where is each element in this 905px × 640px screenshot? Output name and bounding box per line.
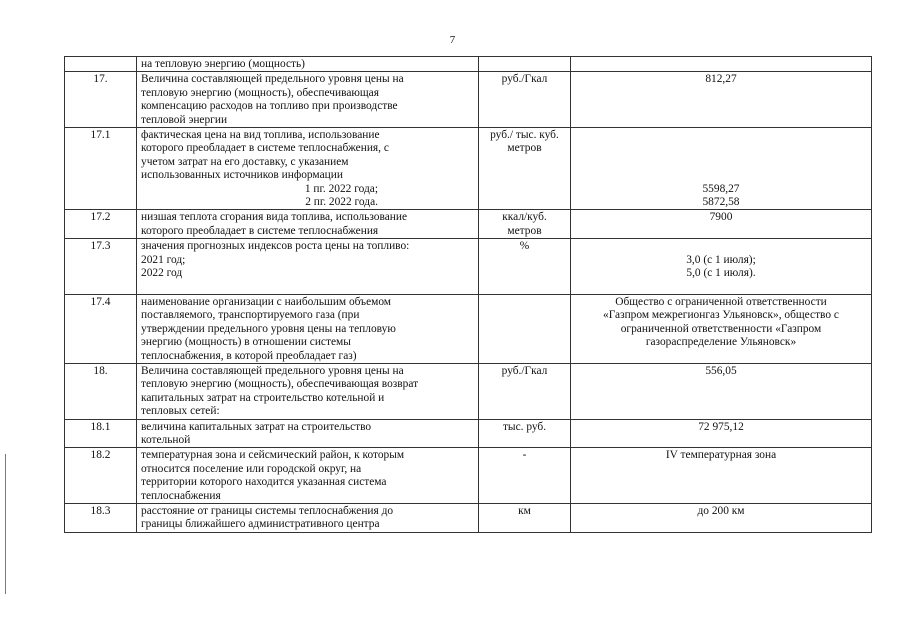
table-row [65, 503, 872, 532]
row-unit [479, 239, 571, 295]
row-unit [479, 503, 571, 532]
row-unit [479, 72, 571, 128]
table-row [65, 128, 872, 210]
row-number [65, 57, 137, 72]
description-line: относится поселение или городской округ, на [141, 462, 362, 475]
description-line: теплоснабжения, в которой преобладает газ) [141, 349, 357, 362]
tariff-parameters-table [64, 56, 872, 533]
description-line: котельной [141, 433, 191, 446]
table-row [65, 419, 872, 448]
row-number: 18.3 [65, 503, 137, 532]
row-number: 17. [65, 72, 137, 128]
value-line: IV температурная зона [665, 449, 777, 462]
row-description [137, 239, 479, 295]
row-number: 17.2 [65, 210, 137, 239]
description-line: фактическая цена на вид топлива, использование [141, 129, 380, 142]
unit-line: % [519, 240, 530, 253]
description-line: капитальных затрат на строительство котельной и [141, 391, 385, 404]
description-line: тепловую энергию (мощность), обеспечивающая возврат [141, 378, 419, 391]
row-value [571, 72, 872, 128]
unit-line: руб./ тыс. куб. [490, 129, 559, 142]
row-description [137, 448, 479, 504]
row-description [137, 72, 479, 128]
row-number: 17.3 [65, 239, 137, 295]
description-line: которого преобладает в системе теплоснабжения [141, 224, 379, 237]
row-value [571, 448, 872, 504]
table-row [65, 294, 872, 363]
row-description [137, 503, 479, 532]
description-line: которого преобладает в системе теплоснабжения, с [141, 142, 389, 155]
description-line: величина капитальных затрат на строительство [141, 420, 372, 433]
row-unit [479, 419, 571, 448]
description-line: тепловых сетей: [141, 405, 220, 418]
unit-line: - [522, 449, 527, 462]
description-line: Величина составляющей предельного уровня цены на [141, 364, 404, 377]
row-value [571, 363, 872, 419]
table-row [65, 57, 872, 72]
description-line: учетом затрат на его доставку, с указанием [141, 155, 349, 168]
description-line: использованных источников информации [141, 169, 343, 182]
description-line: тепловую энергию (мощность), обеспечивающая [141, 86, 379, 99]
description-line: Величина составляющей предельного уровня цены на [141, 73, 404, 86]
row-unit [479, 448, 571, 504]
description-line: на тепловую энергию (мощность) [141, 58, 305, 70]
value-line: 812,27 [705, 73, 737, 86]
description-line: расстояние от границы системы теплоснабжения до [141, 504, 394, 517]
value-line: газораспределение Ульяновск» [645, 336, 797, 349]
description-line: энергию (мощность) в отношении системы [141, 336, 351, 349]
row-value [571, 294, 872, 363]
table-row [65, 448, 872, 504]
description-line: наименование организации с наибольшим объемом [141, 295, 392, 308]
table-row [65, 239, 872, 295]
unit-line: тыс. руб. [502, 420, 547, 433]
description-subline: 1 пг. 2022 года; [304, 182, 378, 195]
table-row [65, 210, 872, 239]
table-row [65, 72, 872, 128]
row-description [137, 210, 479, 239]
row-number: 17.4 [65, 294, 137, 363]
description-subline: 2 пг. 2022 года. [305, 196, 378, 209]
row-value [571, 210, 872, 239]
row-unit [479, 363, 571, 419]
unit-line: метров [507, 224, 542, 237]
description-line: компенсацию расходов на топливо при производстве [141, 100, 398, 113]
value-line: 5,0 (с 1 июля). [686, 267, 756, 280]
value-line: 5872,58 [702, 196, 740, 208]
table-row [65, 363, 872, 419]
unit-line: руб./Гкал [501, 73, 548, 86]
description-line: территории которого находится указанная система [141, 476, 387, 489]
unit-line: ккал/куб. [502, 211, 547, 224]
row-number: 18.2 [65, 448, 137, 504]
value-line: до 200 км [697, 504, 745, 517]
table-body [65, 57, 872, 533]
row-value [571, 503, 872, 532]
value-line: 5598,27 [702, 182, 740, 195]
row-unit [479, 294, 571, 363]
row-description [137, 419, 479, 448]
row-value [571, 128, 872, 210]
value-line: ограниченной ответственности «Газпром [620, 322, 822, 335]
value-line: «Газпром межрегионгаз Ульяновск», общество с [603, 309, 839, 322]
page-number: 7 [449, 34, 456, 46]
unit-line: км [518, 504, 531, 517]
unit-line: руб./Гкал [501, 364, 548, 377]
row-value [571, 57, 872, 72]
value-line: Общество с ограниченной ответственности [615, 295, 827, 308]
value-line: 556,05 [705, 364, 737, 377]
row-description [137, 294, 479, 363]
row-description [137, 128, 479, 210]
row-value [571, 239, 872, 295]
value-line: 7900 [709, 211, 733, 224]
row-unit [479, 57, 571, 72]
description-line: 2022 год [141, 267, 183, 280]
description-line: утверждении предельного уровня цены на тепловую [141, 322, 396, 335]
value-line: 72 975,12 [698, 420, 744, 433]
row-number: 18. [65, 363, 137, 419]
row-description [137, 363, 479, 419]
description-line: тепловой энергии [141, 113, 228, 126]
description-line: границы ближайшего административного центра [141, 518, 380, 531]
row-unit [479, 210, 571, 239]
row-number: 18.1 [65, 419, 137, 448]
row-number: 17.1 [65, 128, 137, 210]
value-line: 3,0 (с 1 июля); [686, 253, 756, 266]
unit-line: метров [507, 142, 542, 155]
row-value [571, 419, 872, 448]
scan-margin-mark [5, 454, 6, 594]
description-line: значения прогнозных индексов роста цены на топливо: [141, 240, 410, 253]
description-line: 2021 год; [141, 253, 186, 266]
description-line: температурная зона и сейсмический район, к которым [141, 449, 405, 462]
description-line: поставляемого, транспортируемого газа (при [141, 309, 360, 322]
row-description [137, 57, 479, 72]
row-unit [479, 128, 571, 210]
description-line: теплоснабжения [141, 489, 221, 502]
description-line: низшая теплота сгорания вида топлива, использование [141, 211, 408, 224]
